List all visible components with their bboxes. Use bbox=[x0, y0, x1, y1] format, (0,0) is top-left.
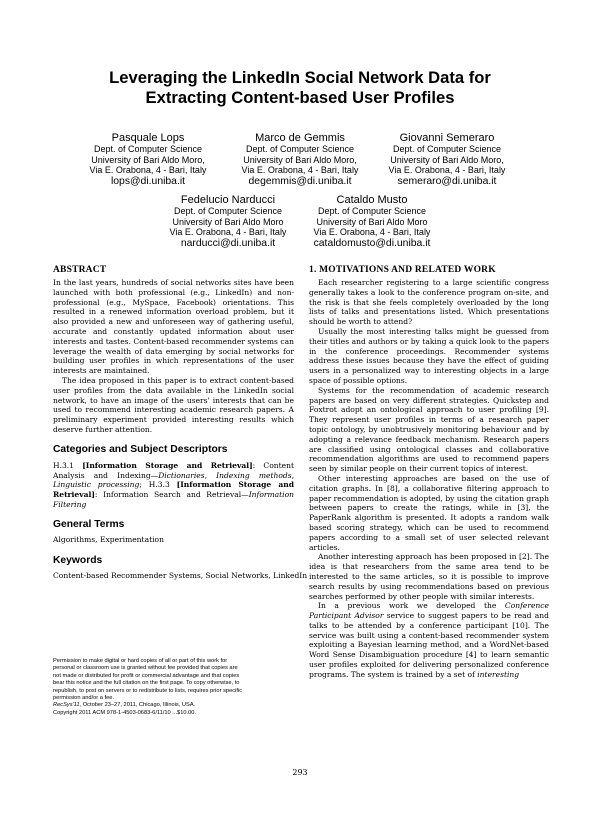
section-1-paragraph-2: Usually the most interesting talks might be guessed from their titles and authors or by taking a quick look to the papers in the conference proceedings. Recommender systems address these issues because they have the effect of guiding users in a personalized way to interesting objects in a large space of possible options. bbox=[309, 326, 549, 385]
section-1-paragraph-1: Each researcher registering to a large scientific congress generally takes a look to the conference program on-site, and the risk is that she feels completely overloaded by the long lists of talks and presentations listed. Which presentations should be worth to attend? bbox=[309, 278, 549, 327]
author-name: Cataldo Musto bbox=[336, 194, 408, 206]
author-email: cataldomusto@di.uniba.it bbox=[313, 237, 431, 249]
author-block-5 bbox=[302, 194, 442, 250]
abstract-heading: ABSTRACT bbox=[53, 265, 107, 275]
venue-details: October 23–27, 2011, Chicago, Illinois, USA. bbox=[81, 702, 196, 709]
author-email: narducci@di.uniba.it bbox=[180, 237, 276, 249]
categories-heading: Categories and Subject Descriptors bbox=[53, 443, 228, 455]
section-1-paragraph-3: Systems for the recommendation of academic research papers are based on very different strategies. Quickstep and Foxtrot adopt an ontological approach to user profiling [9]. They represent user profiles in terms of a research paper topic ontology, by unobtrusively monitoring behaviour and by adopting a relevance feedback mechanism. Research papers are classified using ontological classes and collaborative recommendation algorithms are used to recommend papers seen by similar people on their current topics of interest. bbox=[309, 385, 549, 474]
category-code: ; H.3.3 bbox=[139, 480, 177, 490]
section-1-paragraph-4: Other interesting approaches are based on the use of citation graphs. In [8], a collaborative filtering approach to paper recommendation is adopted, by using the citation graph between papers to create the ratings, while in [3], the PaperRank algorithm is presented. It adopts a random walk based scoring strategy, which can be used to recommend papers according to a small set of user selected relevant articles. bbox=[309, 473, 549, 552]
author-dept: Dept. of Computer Science bbox=[317, 206, 427, 216]
category-name: [Information Storage and Retrieval] bbox=[53, 480, 294, 500]
author-univ: University of Bari Aldo Moro, bbox=[390, 154, 504, 165]
category-subject: : Information Search and Retrieval— bbox=[94, 490, 249, 500]
venue-line bbox=[53, 702, 294, 709]
text-run: service to suggest papers to be read and talks to be attended by a conference participant [10]. The service was built using a content-based recommender system exploiting a Bayesian learning method, and a WordNet-based Word Sense Disambiguation procedure [4] to learn semantic user profiles exploited for delivering personalized conference programs. The system is trained by a set of bbox=[309, 611, 549, 679]
general-terms-heading: General Terms bbox=[53, 518, 125, 530]
permission-notice bbox=[53, 658, 294, 717]
author-block-3 bbox=[377, 132, 517, 188]
keywords-text: Content-based Recommender Systems, Social Networks, LinkedIn bbox=[53, 570, 308, 580]
author-email: degemmis@di.uniba.it bbox=[248, 175, 352, 187]
paper-title bbox=[0, 68, 600, 108]
section-1-paragraph-6 bbox=[309, 601, 549, 679]
title-line-2: Extracting Content-based User Profiles bbox=[145, 88, 455, 107]
author-block-4 bbox=[158, 194, 298, 250]
author-email: lops@di.uniba.it bbox=[110, 175, 186, 187]
author-address: Via E. Orabona, 4 - Bari, Italy bbox=[89, 165, 207, 176]
author-dept: Dept. of Computer Science bbox=[173, 206, 283, 216]
permission-line: personal or classroom use is granted without fee provided that copies are bbox=[53, 665, 238, 672]
author-name: Pasquale Lops bbox=[111, 132, 185, 144]
permission-line: not made or distributed for profit or commercial advantage and that copies bbox=[53, 672, 240, 679]
author-address: Via E. Orabona, 4 - Bari, Italy bbox=[241, 165, 359, 176]
section-1-paragraph-5: Another interesting approach has been proposed in [2]. The idea is that researchers from the same area tend to be interested to the same articles, so it is possible to improve search results by using recommendations based on previous searches performed by other people with similar interests. bbox=[309, 552, 549, 601]
author-address: Via E. Orabona, 4 - Bari, Italy bbox=[169, 227, 287, 238]
text-run: In a previous work we developed the bbox=[318, 601, 505, 611]
category-subject: : Content Analysis and Indexing— bbox=[53, 460, 294, 480]
author-univ: University of Bari Aldo Moro bbox=[172, 216, 284, 227]
author-name: Fedelucio Narducci bbox=[180, 194, 276, 206]
author-block-2 bbox=[230, 132, 370, 188]
author-name: Marco de Gemmis bbox=[255, 132, 345, 144]
author-name: Giovanni Semeraro bbox=[399, 132, 495, 144]
categories-text bbox=[53, 461, 294, 510]
service-name: Conference Participant Advisor bbox=[309, 601, 549, 621]
text-run-italic: interesting bbox=[477, 669, 520, 679]
keywords-heading: Keywords bbox=[53, 554, 103, 566]
abstract-paragraph-1: In the last years, hundreds of social networks sites have been launched with both professional (e.g., LinkedIn) and non-professional (e.g., MySpace, Facebook) orientations. This resulted in a renewed information overload problem, but it also provided a new and unforeseen way of gathering useful, accurate and constantly updated information about user interests and tastes. Content-based recommender systems can leverage the wealth of data emerging by social networks for building user profiles in which representations of the user interests are maintained. bbox=[53, 278, 294, 376]
abstract-paragraph-2: The idea proposed in this paper is to extract content-based user profiles from the data available in the LinkedIn social network, to have an image of the users' interests that can be used to recommend interesting academic research papers. A preliminary experiment provided interesting results which deserve further attention. bbox=[53, 375, 294, 434]
permission-line: Permission to make digital or hard copies of all or part of this work for bbox=[53, 658, 228, 664]
permission-line: bear this notice and the full citation on the first page. To copy otherwise, to bbox=[53, 680, 240, 687]
permission-line: permission and/or a fee. bbox=[53, 695, 115, 702]
category-code: H.3.1 bbox=[53, 460, 83, 470]
right-column bbox=[309, 264, 549, 680]
venue-name: RecSys'11, bbox=[53, 702, 82, 709]
page-number: 293 bbox=[292, 768, 308, 777]
general-terms-text: Algorithms, Experimentation bbox=[53, 534, 164, 544]
category-descriptors: Dictionaries, Indexing methods, Linguistic processing bbox=[53, 470, 295, 490]
author-univ: University of Bari Aldo Moro, bbox=[91, 154, 205, 165]
copyright-line: Copyright 2011 ACM 978-1-4503-0683-6/11/10 ...$10.00. bbox=[53, 709, 197, 716]
author-dept: Dept. of Computer Science bbox=[245, 144, 355, 154]
author-block-1 bbox=[83, 132, 213, 188]
category-name: [Information Storage and Retrieval] bbox=[82, 460, 253, 470]
author-email: semeraro@di.uniba.it bbox=[397, 175, 497, 187]
permission-line: republish, to post on servers or to redistribute to lists, requires prior specific bbox=[53, 687, 243, 694]
author-univ: University of Bari Aldo Moro bbox=[316, 216, 428, 227]
author-dept: Dept. of Computer Science bbox=[392, 144, 502, 154]
left-column bbox=[53, 264, 308, 580]
author-address: Via E. Orabona, 4 - Bari, Italy bbox=[388, 165, 506, 176]
author-address: Via E. Orabona, 4 - Bari, Italy bbox=[313, 227, 431, 238]
section-1-heading: 1. MOTIVATIONS AND RELATED WORK bbox=[309, 265, 496, 275]
title-line-1: Leveraging the LinkedIn Social Network Data for bbox=[109, 68, 491, 87]
category-descriptors: Information Filtering bbox=[53, 490, 294, 509]
author-univ: University of Bari Aldo Moro, bbox=[243, 154, 357, 165]
author-dept: Dept. of Computer Science bbox=[93, 144, 203, 154]
